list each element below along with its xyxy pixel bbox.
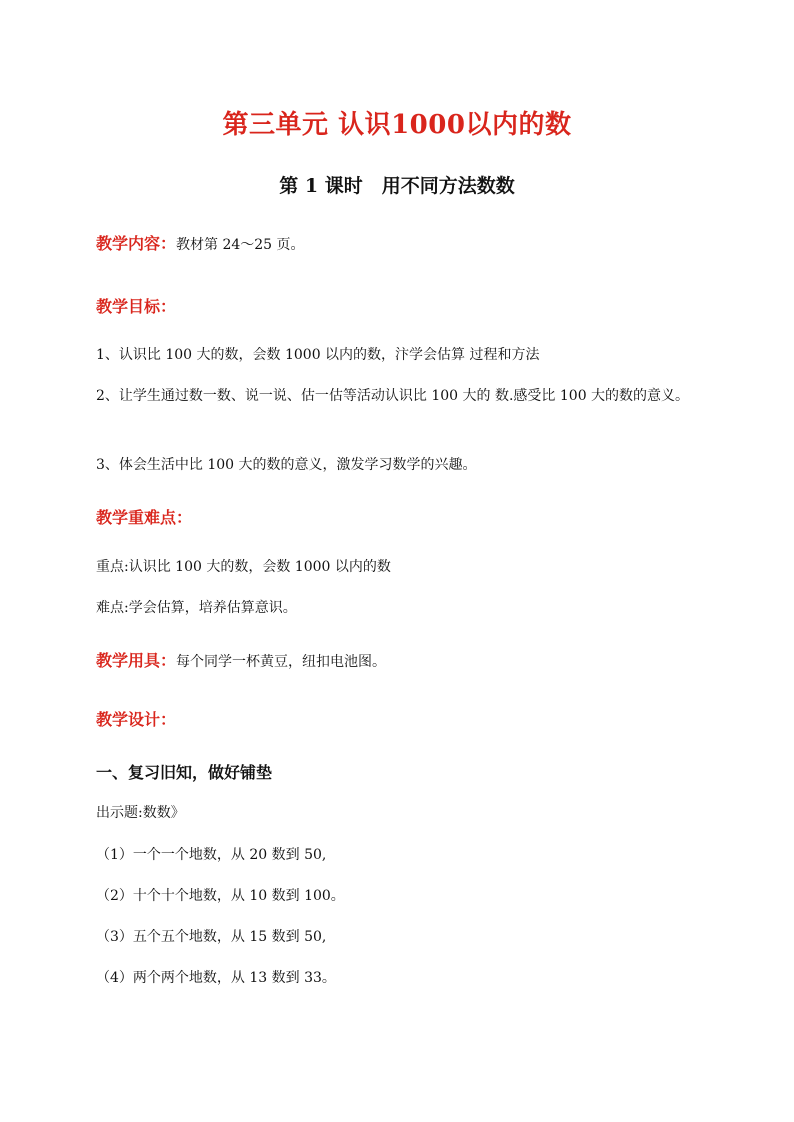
- goal-item: 2、让学生通过数一数、说一说、估一估等活动认识比 100 大的 数.感受比 100 大的数的意义。: [96, 388, 690, 404]
- lesson-subtitle: 第 1 课时 用不同方法数数: [279, 175, 515, 197]
- teaching-tools-text: 每个同学一杯黄豆，纽扣电池图。: [176, 654, 387, 670]
- part1-title: 一、复习旧知，做好铺垫: [96, 763, 273, 782]
- unit-title: 第三单元 认识1000以内的数: [222, 110, 572, 140]
- teaching-content-text: 教材第 24～25 页。: [176, 237, 305, 253]
- key-point-item: 重点:认识比 100 大的数，会数 1000 以内的数: [96, 559, 391, 575]
- teaching-content: [96, 231, 716, 258]
- goal-item: 3、体会生活中比 100 大的数的意义，激发学习数学的兴趣。: [96, 457, 477, 473]
- teaching-tools-label: 教学用具：: [96, 651, 177, 670]
- design-heading: 教学设计：: [96, 710, 177, 729]
- counting-item: （3）五个五个地数，从 15 数到 50,: [96, 929, 327, 945]
- counting-item: （2）十个十个地数，从 10 数到 100。: [96, 888, 345, 904]
- counting-item: （4）两个两个地数，从 13 数到 33。: [96, 970, 336, 986]
- key-point-item: 难点:学会估算，培养估算意识。: [96, 600, 297, 616]
- goals-heading: 教学目标：: [96, 297, 177, 316]
- key-points-heading: 教学重难点：: [96, 508, 193, 527]
- teaching-content-label: 教学内容：: [96, 234, 177, 253]
- teaching-tools: [96, 648, 716, 675]
- counting-item: （1）一个一个地数，从 20 数到 50,: [96, 847, 327, 863]
- design-prompt: 出示题:数数》: [96, 805, 185, 821]
- goal-item: 1、认识比 100 大的数，会数 1000 以内的数，汴学会估算 过程和方法: [96, 347, 540, 363]
